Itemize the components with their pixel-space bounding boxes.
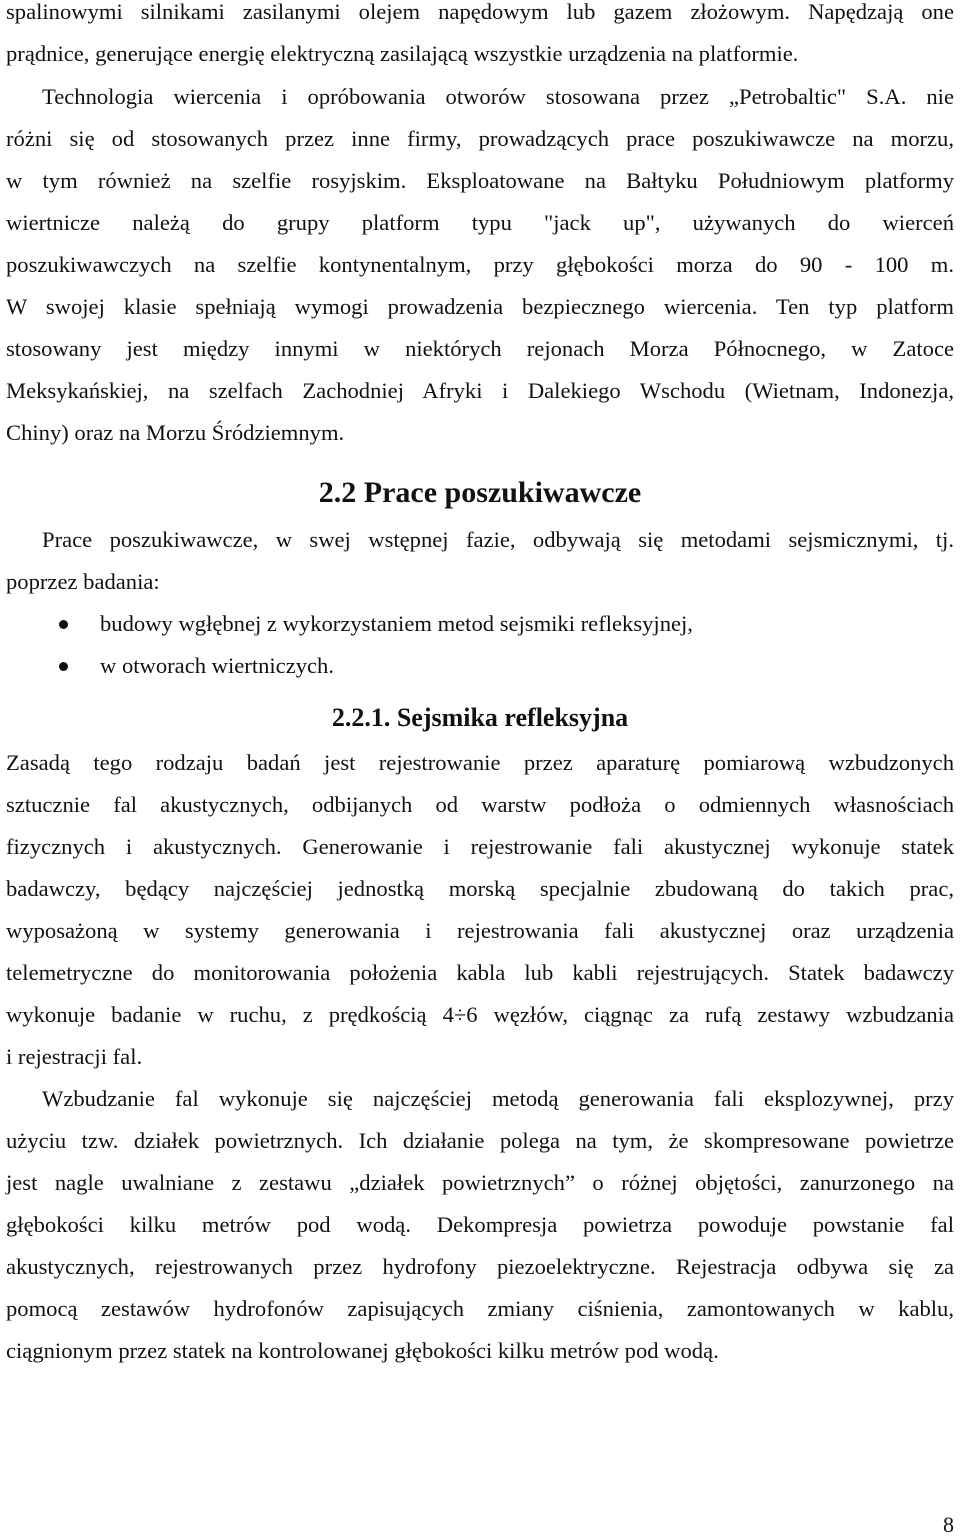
subsection-heading: 2.2.1. Sejsmika refleksyjna (331, 703, 629, 732)
text-line: ciągnionym przez statek na kontrolowanej głębokości kilku metrów pod wodą. (6, 1338, 719, 1363)
text-line: spalinowymi silnikami zasilanymi olejem napędowym lub gazem złożowym. Napędzają one (6, 0, 954, 24)
bullet-icon (59, 620, 68, 629)
text-line: wyposażoną w systemy generowania i rejestrowania fali akustycznej oraz urządzenia (6, 918, 954, 943)
text-line: różni się od stosowanych przez inne firmy, prowadzących prace poszukiwawcze na morzu, (6, 126, 954, 151)
text-line: Meksykańskiej, na szelfach Zachodniej Afryki i Dalekiego Wschodu (Wietnam, Indonezja, (6, 378, 954, 403)
text-line: poprzez badania: (6, 569, 160, 594)
text-line: Chiny) oraz na Morzu Śródziemnym. (6, 420, 345, 445)
text-line: jest nagle uwalniane z zestawu „działek powietrznych” o różnej objętości, zanurzonego na (6, 1170, 954, 1195)
section-heading: 2.2 Prace poszukiwawcze (318, 476, 642, 509)
text-line: badawczy, będący najczęściej jednostką morską specjalnie zbudowaną do takich prac, (6, 876, 954, 901)
text-line: fizycznych i akustycznych. Generowanie i rejestrowanie fali akustycznej wykonuje statek (6, 834, 954, 859)
page-number: 8 (943, 1512, 954, 1537)
list-item: budowy wgłębnej z wykorzystaniem metod sejsmiki refleksyjnej, (100, 611, 693, 636)
text-line: Technologia wiercenia i opróbowania otworów stosowana przez „Petrobaltic" S.A. nie (42, 84, 954, 109)
text-line: wykonuje badanie w ruchu, z prędkością 4÷6 węzłów, ciągnąc za rufą zestawy wzbudzania (6, 1002, 954, 1027)
text-line: W swojej klasie spełniają wymogi prowadzenia bezpiecznego wiercenia. Ten typ platform (6, 294, 954, 319)
text-line: poszukiwawczych na szelfie kontynentalnym, przy głębokości morza do 90 - 100 m. (6, 252, 954, 277)
text-line: wiertnicze należą do grupy platform typu "jack up", używanych do wierceń (6, 210, 954, 235)
text-line: akustycznych, rejestrowanych przez hydrofony piezoelektryczne. Rejestracja odbywa się za (6, 1254, 954, 1279)
text-line: sztucznie fal akustycznych, odbijanych od warstw podłoża o odmiennych własnościach (6, 792, 954, 817)
text-line: Wzbudzanie fal wykonuje się najczęściej metodą generowania fali eksplozywnej, przy (42, 1086, 954, 1111)
text-line: użyciu tzw. działek powietrznych. Ich działanie polega na tym, że skompresowane powietrze (6, 1128, 954, 1153)
text-line: Zasadą tego rodzaju badań jest rejestrowanie przez aparaturę pomiarową wzbudzonych (6, 750, 954, 775)
text-line: telemetryczne do monitorowania położenia kabla lub kabli rejestrujących. Statek badawczy (6, 960, 954, 985)
text-line: głębokości kilku metrów pod wodą. Dekompresja powietrza powoduje powstanie fal (6, 1212, 954, 1237)
list-item: w otworach wiertniczych. (100, 653, 335, 678)
text-line: prądnice, generujące energię elektryczną zasilającą wszystkie urządzenia na platformie. (6, 41, 799, 66)
bullet-icon (59, 662, 68, 671)
text-line: w tym również na szelfie rosyjskim. Eksploatowane na Bałtyku Południowym platformy (6, 168, 954, 193)
text-line: pomocą zestawów hydrofonów zapisujących zmiany ciśnienia, zamontowanych w kablu, (6, 1296, 954, 1321)
text-line: i rejestracji fal. (6, 1044, 143, 1069)
text-line: Prace poszukiwawcze, w swej wstępnej fazie, odbywają się metodami sejsmicznymi, tj. (42, 527, 954, 552)
text-line: stosowany jest między innymi w niektórych rejonach Morza Północnego, w Zatoce (6, 336, 954, 361)
